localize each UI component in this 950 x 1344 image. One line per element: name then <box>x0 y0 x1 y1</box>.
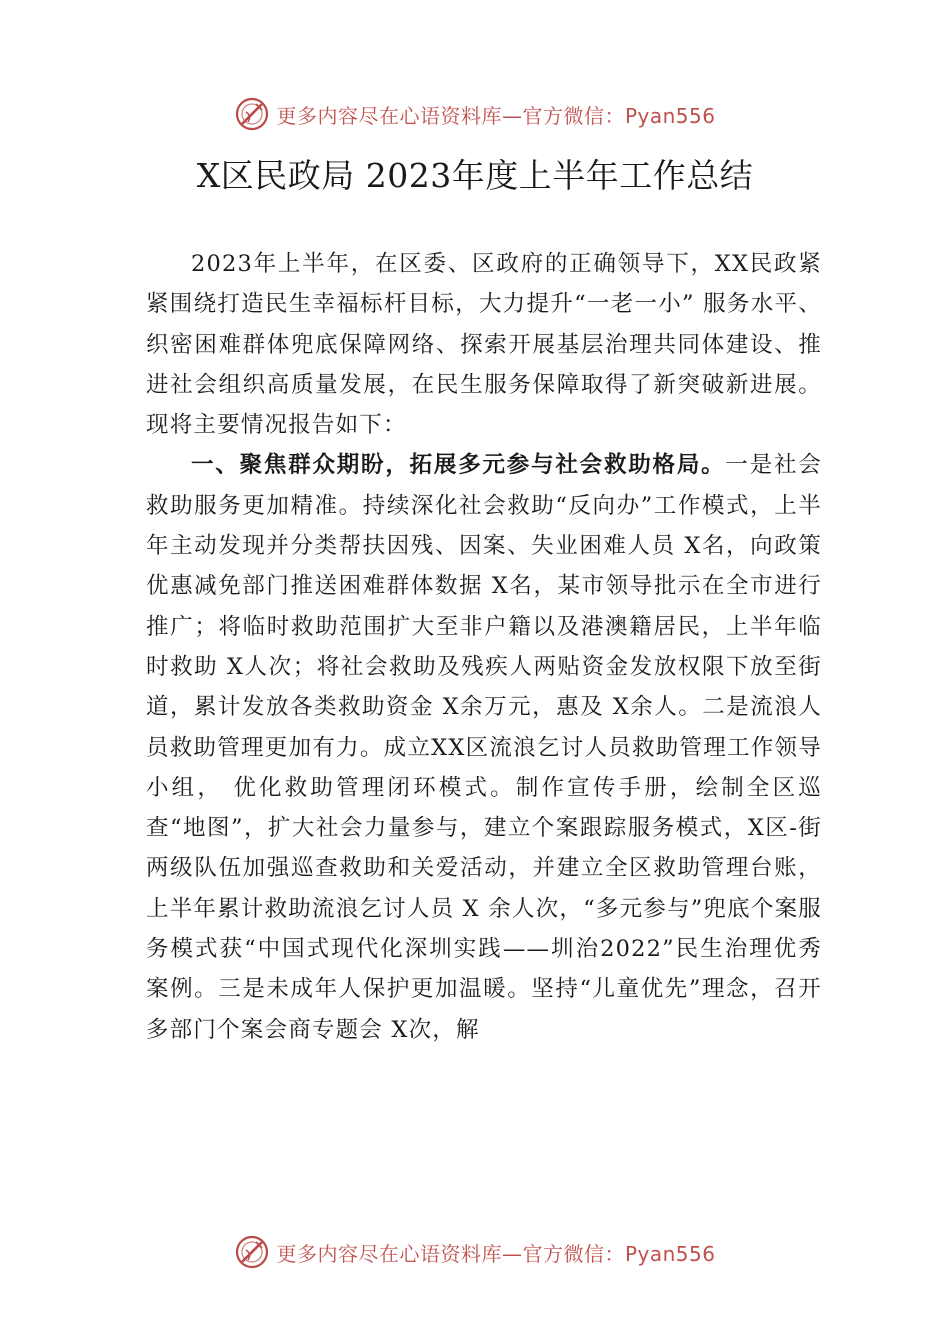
section-1-paragraph <box>146 445 822 1049</box>
footer-banner <box>0 1232 950 1272</box>
intro-paragraph: 2023年上半年，在区委、区政府的正确领导下，XX民政紧紧围绕打造民生幸福标杆目标，大力提升“一老一小” 服务水平、织密困难群体兜底保障网络、探索开展基层治理共同体建设、推进社会组织高质量发展，在民生服务保障取得了新突破新进展。现将主要情况报告如下： <box>146 251 822 439</box>
document-body <box>146 244 822 1050</box>
banner-text: 更多内容尽在心语资料库—官方微信：Pyan556 <box>276 1241 716 1266</box>
document-title: X区民政局 2023年度上半年工作总结 <box>196 156 754 195</box>
header-banner <box>0 94 950 134</box>
section-1-heading: 一、聚焦群众期盼，拓展多元参与社会救助格局。 <box>191 452 726 479</box>
seal-logo-icon <box>234 96 270 132</box>
banner-text: 更多内容尽在心语资料库—官方微信：Pyan556 <box>276 103 716 128</box>
section-1-body: 一是社会救助服务更加精准。持续深化社会救助“反向办”工作模式，上半年主动发现并分类帮扶因残、因案、失业困难人员 X名，向政策优惠减免部门推送困难群体数据 X名，某市领导批示在全市进行推广；将临时救助范围扩大至非户籍以及港澳籍居民，上半年临时救助 X人次；将社会救助及残疾人两贴资金发放权限下放至街道，累计发放各类救助资金 X余万元，惠及 X余人。二是流浪人员救助管理更加有力。成立XX区流浪乞讨人员救助管理工作领导小组， 优化救助管理闭环模式。制作宣传手册，绘制全区巡查“地图”，扩大社会力量参与，建立个案跟踪服务模式，X区-街两级队伍加强巡查救助和关爱活动，并建立全区救助管理台账，上半年累计救助流浪乞讨人员 X 余人次，“多元参与”兜底个案服务模式获“中国式现代化深圳实践——圳治2022”民生治理优秀案例。三是未成年人保护更加温暖。坚持“儿童优先”理念，召开多部门个案会商专题会 X次，解 <box>146 452 822 1043</box>
seal-logo-icon <box>234 1234 270 1270</box>
